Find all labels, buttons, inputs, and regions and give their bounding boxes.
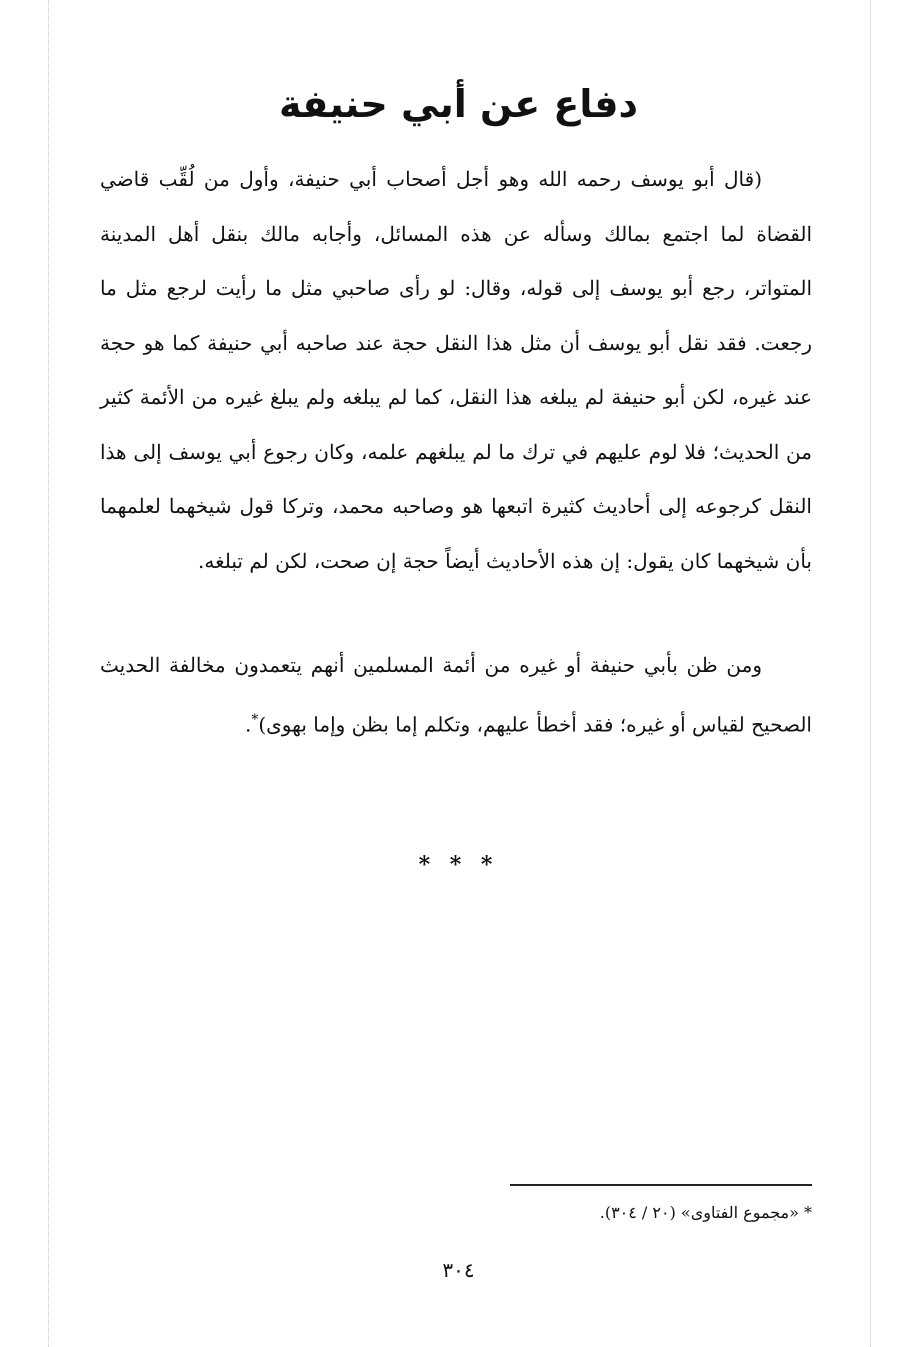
closing-period: . [244, 712, 252, 737]
scan-artifact-line [48, 0, 49, 1347]
paragraph-2 [100, 638, 812, 752]
footnote-marker: * [251, 711, 259, 728]
scan-artifact-line [870, 0, 871, 1347]
page-title: دفاع عن أبي حنيفة [279, 82, 638, 126]
section-separator: * * * [418, 852, 499, 878]
paragraph-2-text: ومن ظن بأبي حنيفة أو غيره من أئمة المسلمين أنهم يتعمدون مخالفة الحديث الصحيح لقياس أو غيره؛ فقد أخطأ عليهم، وتكلم إما بظن وإما بهوى) [100, 653, 812, 737]
page-number: ٣٠٤ [442, 1258, 475, 1282]
paragraph-2-wrapper [100, 638, 812, 752]
footnote-divider [510, 1184, 812, 1186]
paragraph-1 [100, 152, 812, 588]
footnote: * «مجموع الفتاوى» (٢٠ / ٣٠٤). [599, 1203, 812, 1222]
paragraph-1-text: (قال أبو يوسف رحمه الله وهو أجل أصحاب أبي حنيفة، وأول من لُقِّب قاضي القضاة لما اجتمع بمالك وسأله عن هذه المسائل، وأجابه مالك بنقل أهل المدينة المتواتر، رجع أبو يوسف إلى قوله، وقال: لو رأى صاحبي مثل ما رأيت لرجع مثل ما رجعت. فقد نقل أبو يوسف أن مثل هذا النقل حجة عند صاحبه أبي حنيفة كما هو حجة عند غيره، لكن أبو حنيفة لم يبلغه هذا النقل، كما لم يبلغه ولم يبلغ غيره من الأئمة كثير من الحديث؛ فلا لوم عليهم في ترك ما لم يبلغهم علمه، وكان رجوع أبي يوسف إلى هذا النقل كرجوعه إلى أحاديث كثيرة اتبعها هو وصاحبه محمد، وتركا قول شيخهما لعلمهما بأن شيخهما كان يقول: إن هذه الأحاديث أيضاً حجة إن صحت، لكن لم تبلغه. [100, 167, 812, 573]
